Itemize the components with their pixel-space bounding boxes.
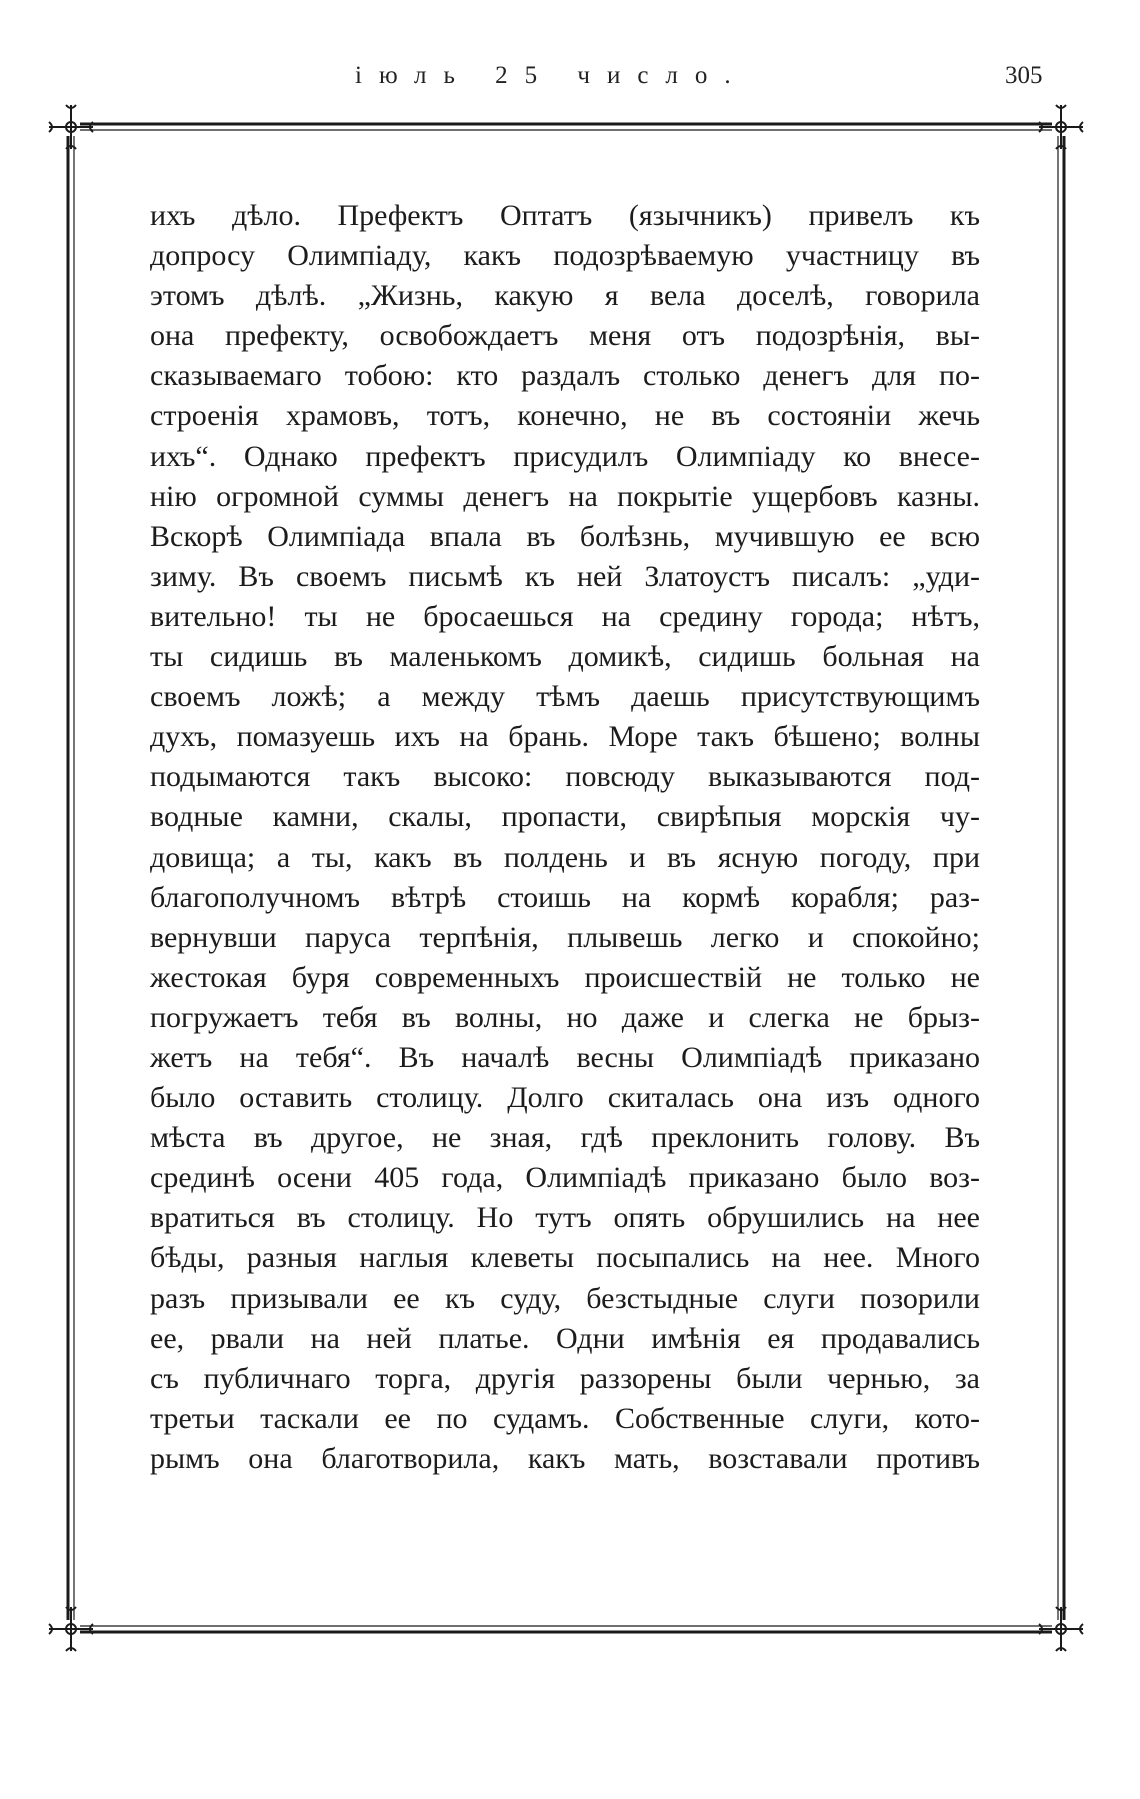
body-text: [150, 196, 980, 1479]
text-line: довища; а ты, какъ въ полдень и въ ясную погоду, при: [150, 840, 980, 874]
text-line: вительно! ты не бросаешься на средину города; нѣтъ,: [150, 599, 980, 633]
text-line: допросу Олимпіаду, какъ подозрѣваемую участницу въ: [150, 239, 980, 273]
text-line: бѣды, разныя наглыя клеветы посыпались на нее. Много: [150, 1241, 980, 1275]
cross-ornament-icon: [1039, 105, 1083, 149]
text-line: ихъ дѣло. Префектъ Оптатъ (язычникъ) привелъ къ: [150, 199, 980, 232]
text-line: ее, рвали на ней платье. Одни имѣнія ея продавались: [150, 1321, 980, 1355]
text-line: мѣста въ другое, не зная, гдѣ преклонить голову. Въ: [150, 1121, 980, 1155]
text-line: жестокая буря современныхъ происшествій не только не: [150, 960, 980, 994]
text-line: вратиться въ столицу. Но тутъ опять обрушились на нее: [150, 1201, 980, 1235]
text-line: ихъ“. Однако префектъ присудилъ Олимпіаду ко внесе-: [150, 439, 980, 473]
text-line: разъ призывали ее къ суду, безстыдные слуги позорили: [150, 1281, 980, 1315]
text-line: срединѣ осени 405 года, Олимпіадѣ приказано было воз-: [150, 1161, 980, 1195]
text-line: этомъ дѣлѣ. „Жизнь, какую я вела доселѣ, говорила: [150, 279, 980, 313]
text-line: рымъ она благотворила, какъ мать, возставали противъ: [150, 1441, 980, 1475]
page-number: 305: [1005, 62, 1043, 89]
text-line: было оставить столицу. Долго скиталась она изъ одного: [150, 1081, 980, 1115]
text-line: Вскорѣ Олимпіада впала въ болѣзнь, мучившую ее всю: [150, 519, 980, 553]
text-line: третьи таскали ее по судамъ. Собственные слуги, кото-: [150, 1401, 980, 1435]
text-line: погружаетъ тебя въ волны, но даже и слегка не брыз-: [150, 1000, 980, 1034]
text-line: ты сидишь въ маленькомъ домикѣ, сидишь больная на: [150, 640, 980, 674]
text-line: благополучномъ вѣтрѣ стоишь на кормѣ корабля; раз-: [150, 880, 980, 914]
text-line: съ публичнаго торга, другія раззорены были чернью, за: [150, 1361, 980, 1395]
text-line: строенія храмовъ, тотъ, конечно, не въ состояніи жечь: [150, 399, 980, 433]
text-line: жетъ на тебя“. Въ началѣ весны Олимпіадѣ приказано: [150, 1040, 980, 1074]
text-line: нію огромной суммы денегъ на покрытіе ущербовъ казны.: [150, 479, 980, 513]
text-line: она префекту, освобождаетъ меня отъ подозрѣнія, вы-: [150, 319, 980, 353]
text-line: вернувши паруса терпѣнія, плывешь легко и спокойно;: [150, 920, 980, 954]
text-line: своемъ ложѣ; а между тѣмъ даешь присутствующимъ: [150, 680, 980, 714]
cross-ornament-icon: [49, 105, 93, 149]
running-head: іюль 25 число.: [355, 62, 748, 89]
text-line: водные камни, скалы, пропасти, свирѣпыя морскія чу-: [150, 800, 980, 834]
cross-ornament-icon: [1039, 1607, 1083, 1651]
text-line: подымаются такъ высоко: повсюду выказываются под-: [150, 760, 980, 794]
text-line: сказываемаго тобою: кто раздалъ столько денегъ для по-: [150, 359, 980, 393]
cross-ornament-icon: [49, 1607, 93, 1651]
text-line: зиму. Въ своемъ письмѣ къ ней Златоустъ писалъ: „уди-: [150, 559, 980, 593]
text-line: духъ, помазуешь ихъ на брань. Море такъ бѣшено; волны: [150, 720, 980, 754]
